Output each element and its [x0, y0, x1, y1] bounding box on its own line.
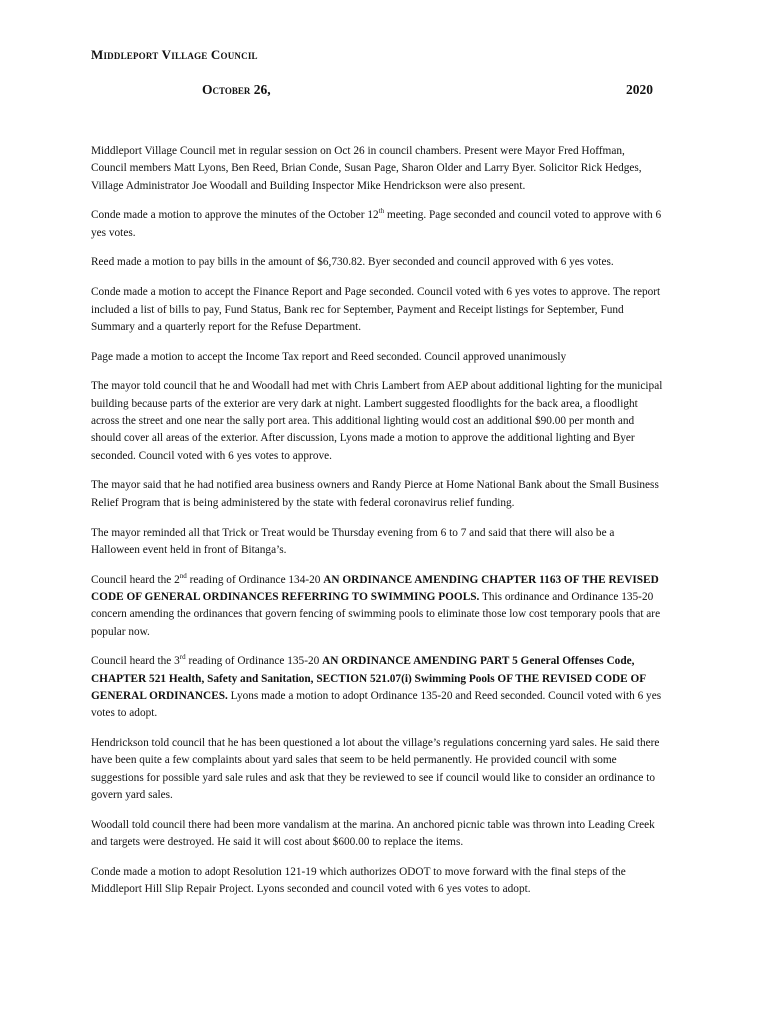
paragraph-text: Council heard the 3	[91, 655, 180, 668]
paragraph-text: meeting. Page seconded and council voted to approve with 6 yes votes.	[91, 209, 662, 239]
paragraph-attendance: Middleport Village Council met in regular session on Oct 26 in council chambers. Present were Mayor Fred Hoffman, Council members Matt Lyons, Ben Reed, Brian Conde, Susan Page, Sharon Older and Larry Byer. Solicitor Rick Hedges, Village Administrator Joe Woodall and Building Inspector Mike Hendrickson were also present.	[91, 145, 642, 192]
paragraph-text: Conde made a motion to approve the minutes of the October 12	[91, 209, 379, 222]
minutes-body	[91, 143, 663, 911]
paragraph-income-tax: Page made a motion to accept the Income Tax report and Reed seconded. Council approved unanimously	[91, 350, 567, 363]
paragraph-text: reading of Ordinance 135-20	[185, 655, 323, 668]
paragraph-text: Council heard the 2	[91, 573, 180, 586]
paragraph-finance-report: Conde made a motion to accept the Finance Report and Page seconded. Council voted with 6 yes votes to approve. The report included a list of bills to pay, Fund Status, Bank rec for September, Payment and Receipt listings for September, Fund Summary and a quarterly report for the Refuse Department.	[91, 286, 661, 333]
paragraph-ordinance-135-20	[91, 653, 663, 722]
paragraph-yard-sales: Hendrickson told council that he has been questioned a lot about the village’s regulations concerning yard sales. He said there have been quite a few complaints about yard sales that seem to be held permanently. He provided council with some suggestions for possible yard sale rules and ask that they be reviewed to see if council would like to consider an ordinance to govern yard sales.	[91, 737, 660, 801]
ordinal-suffix: rd	[179, 653, 186, 662]
meeting-date-year: 2020	[626, 82, 653, 97]
paragraph-text: Lyons made a motion to adopt Ordinance 135-20 and Reed seconded. Council voted with 6 yes votes to adopt.	[91, 689, 662, 720]
ordinal-suffix: nd	[179, 571, 187, 580]
paragraph-pay-bills: Reed made a motion to pay bills in the amount of $6,730.82. Byer seconded and council approved with 6 yes votes.	[91, 256, 614, 269]
paragraph-business-relief: The mayor said that he had notified area business owners and Randy Pierce at Home National Bank about the Small Business Relief Program that is being administered by the state with federal coronavirus relief funding.	[91, 479, 659, 509]
paragraph-text: reading of Ordinance 134-20	[186, 573, 324, 586]
paragraph-text: This ordinance and Ordinance 135-20 concern amending the ordinances that govern fencing of swimming pools to eliminate those low cost temporary pools that are popular now.	[91, 590, 661, 638]
paragraph-trick-or-treat: The mayor reminded all that Trick or Treat would be Thursday evening from 6 to 7 and said that there will also be a Halloween event held in front of Bitanga’s.	[91, 526, 615, 556]
paragraph-lighting: The mayor told council that he and Woodall had met with Chris Lambert from AEP about additional lighting for the municipal building because parts of the exterior are very dark at night. Lambert suggested floodlights for the back area, a floodlight across the street and one near the sally port area. This additional lighting would cost an additional $90.00 per month and should cover all areas of the exterior. After discussion, Lyons made a motion to approve the additional lighting and Byer seconded. Council voted with 6 yes votes to approve.	[91, 380, 663, 462]
ordinance-title: AN ORDINANCE AMENDING PART 5 General Offenses Code, CHAPTER 521 Health, Safety and Sanitation, SECTION 521.07(i) Swimming Pools OF THE REVISED CODE OF GENERAL ORDINANCES.	[91, 655, 646, 702]
paragraph-minutes-approval	[91, 207, 663, 242]
document-title: Middleport Village Council	[91, 47, 258, 62]
ordinance-title: AN ORDINANCE AMENDING CHAPTER 1163 OF THE REVISED CODE OF GENERAL ORDINANCES REFERRING TO SWIMMING POOLS.	[91, 573, 659, 603]
meeting-date-month-day: October 26,	[202, 82, 271, 97]
paragraph-resolution-121-19: Conde made a motion to adopt Resolution 121-19 which authorizes ODOT to move forward with the final steps of the Middleport Hill Slip Repair Project. Lyons seconded and council voted with 6 yes votes to adopt.	[91, 865, 626, 896]
ordinal-suffix: th	[378, 207, 385, 216]
paragraph-ordinance-134-20	[91, 572, 663, 641]
paragraph-marina-vandalism: Woodall told council there had been more vandalism at the marina. An anchored picnic table was thrown into Leading Creek and targets were destroyed. He said it will cost about $600.00 to replace the items.	[91, 818, 655, 848]
